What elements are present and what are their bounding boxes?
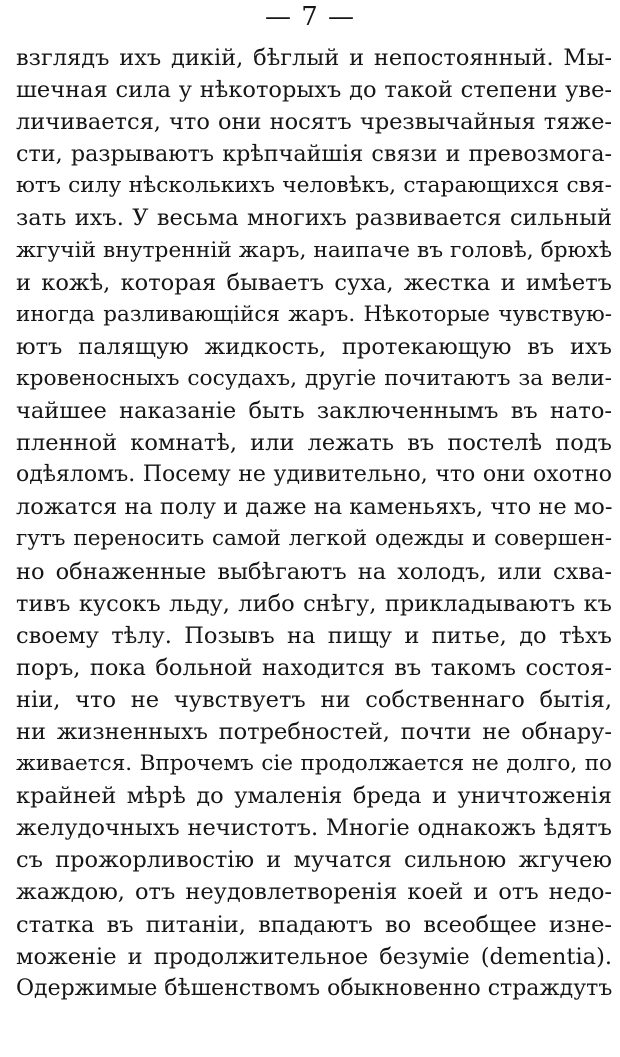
text-line: ютъ силу нѣсколькихъ человѣкъ, старающихся свя- xyxy=(16,173,612,199)
text-line: желудочныхъ нечистотъ. Многіе однакожъ ѣдятъ xyxy=(16,815,612,842)
text-line: жгучій внутренній жаръ, наипаче въ головѣ, брюхѣ xyxy=(16,237,612,263)
text-line: статка въ питаніи, впадаютъ во всеобщее изне- xyxy=(16,911,612,938)
text-line: кровеносныхъ сосудахъ, другіе почитаютъ за вели- xyxy=(16,365,612,391)
text-line: шечная сила у нѣкоторыхъ до такой степени уве- xyxy=(16,77,612,104)
text-line: и кожѣ, которая бываетъ суха, жестка и имѣетъ xyxy=(16,269,612,296)
text-line: гутъ переносить самой легкой одежды и совершен- xyxy=(16,526,612,552)
text-line: чайшее наказаніе быть заключеннымъ въ нато- xyxy=(16,398,612,425)
body-text xyxy=(16,42,612,1005)
text-line: Одержимые бѣшенствомъ обыкновенно страждутъ xyxy=(16,975,612,1001)
text-line: ніи, что не чувствуетъ ни собственнаго бытія, xyxy=(16,686,612,713)
text-line: сти, разрываютъ крѣпчайшія связи и превозмога- xyxy=(16,141,612,168)
text-line: личивается, что они носятъ чрезвычайныя тяже- xyxy=(16,109,612,136)
text-line: моженіе и продолжительное безуміе (dementia). xyxy=(16,943,612,970)
text-line: пленной комнатѣ, или лежать въ постелѣ подъ xyxy=(16,430,612,457)
page-number: — 7 — xyxy=(264,2,356,32)
text-line: зать ихъ. У весьма многихъ развивается сильный xyxy=(16,205,612,232)
text-line: жаждою, отъ неудовлетворенія коей и отъ недо- xyxy=(16,879,612,906)
text-line: ложатся на полу и даже на каменьяхъ, что не мо- xyxy=(16,494,612,521)
text-line: съ прожорливостію и мучатся сильною жгучею xyxy=(16,847,612,874)
text-line: взглядъ ихъ дикій, бѣглый и непостоянный. Мы- xyxy=(16,45,612,71)
text-line: живается. Впрочемъ сіе продолжается не долго, по xyxy=(16,751,612,777)
text-line: одѣяломъ. Посему не удивительно, что они охотно xyxy=(16,462,612,488)
text-line: но обнаженные выбѣгаютъ на холодъ, или схва- xyxy=(16,558,612,585)
text-line: ютъ палящую жидкость, протекающую въ ихъ xyxy=(16,333,612,360)
text-line: своему тѣлу. Позывъ на пищу и питье, до тѣхъ xyxy=(16,622,612,649)
text-line: поръ, пока больной находится въ такомъ состоя- xyxy=(16,654,612,681)
text-line: иногда разливающійся жаръ. Нѣкоторые чувствую- xyxy=(16,301,612,327)
text-line: крайней мѣрѣ до умаленія бреда и уничтоженія xyxy=(16,783,612,810)
text-line: ни жизненныхъ потребностей, почти не обнару- xyxy=(16,718,612,745)
text-line: тивъ кусокъ льду, либо снѣгу, прикладываютъ къ xyxy=(16,590,612,617)
